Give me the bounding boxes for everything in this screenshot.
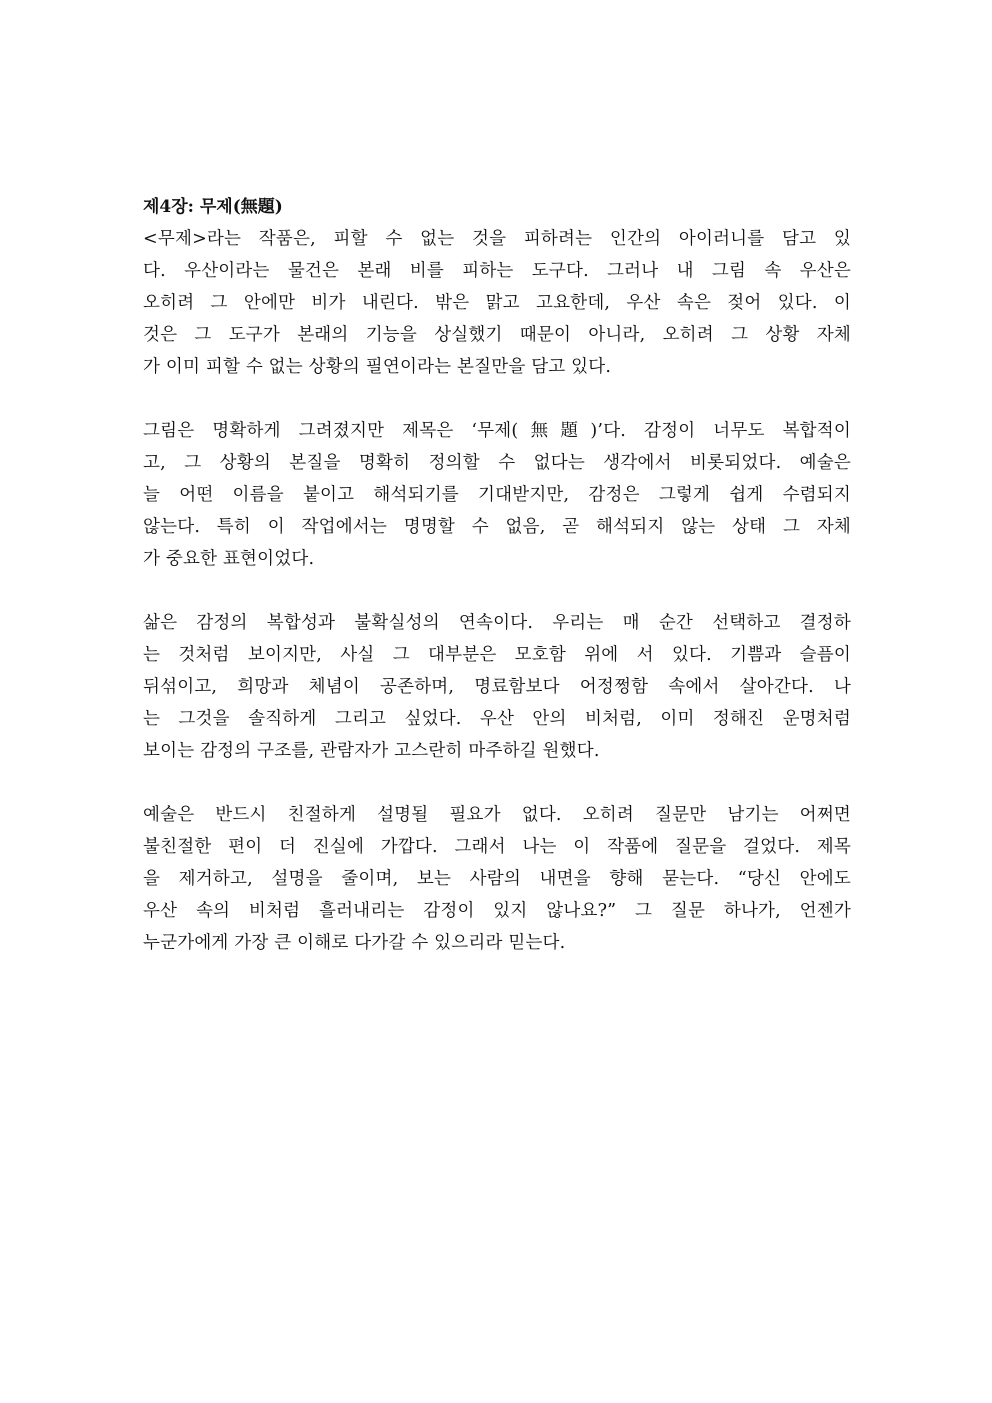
paragraph-line: 그림은 명확하게 그려졌지만 제목은 ‘무제(無題)’다. 감정이 너무도 복합적이 xyxy=(143,421,851,441)
paragraph-line: <무제>라는 작품은, 피할 수 없는 것을 피하려는 인간의 아이러니를 담고 있 xyxy=(143,229,851,249)
paragraph-1 xyxy=(143,223,851,383)
paragraph-line: 오히려 그 안에만 비가 내린다. 밖은 맑고 고요한데, 우산 속은 젖어 있다. 이 xyxy=(143,293,851,313)
paragraph-line: 는 것처럼 보이지만, 사실 그 대부분은 모호함 위에 서 있다. 기쁨과 슬픔이 xyxy=(143,645,851,665)
paragraph-line: 누군가에게 가장 큰 이해로 다가갈 수 있으리라 믿는다. xyxy=(143,933,566,953)
paragraph-line: 우산 속의 비처럼 흘러내리는 감정이 있지 않나요?” 그 질문 하나가, 언젠가 xyxy=(143,901,851,921)
paragraph-line: 불친절한 편이 더 진실에 가깝다. 그래서 나는 이 작품에 질문을 걸었다. 제목 xyxy=(143,837,851,857)
paragraph-3 xyxy=(143,607,851,767)
paragraph-line: 늘 어떤 이름을 붙이고 해석되기를 기대받지만, 감정은 그렇게 쉽게 수렴되지 xyxy=(143,485,851,505)
paragraph-line: 가 중요한 표현이었다. xyxy=(143,549,315,569)
paragraph-line: 다. 우산이라는 물건은 본래 비를 피하는 도구다. 그러나 내 그림 속 우산은 xyxy=(143,261,851,281)
paragraph-line: 삶은 감정의 복합성과 불확실성의 연속이다. 우리는 매 순간 선택하고 결정하 xyxy=(143,613,851,633)
paragraph-line: 예술은 반드시 친절하게 설명될 필요가 없다. 오히려 질문만 남기는 어쩌면 xyxy=(143,805,851,825)
paragraph-4 xyxy=(143,799,851,959)
chapter-title: 제4장: 무제(無題) xyxy=(143,197,283,217)
paragraph-2 xyxy=(143,415,851,575)
paragraph-line: 고, 그 상황의 본질을 명확히 정의할 수 없다는 생각에서 비롯되었다. 예술은 xyxy=(143,453,851,473)
paragraph-line: 가 이미 피할 수 없는 상황의 필연이라는 본질만을 담고 있다. xyxy=(143,357,612,377)
paragraph-line: 보이는 감정의 구조를, 관람자가 고스란히 마주하길 원했다. xyxy=(143,741,600,761)
paragraph-line: 는 그것을 솔직하게 그리고 싶었다. 우산 안의 비처럼, 이미 정해진 운명처럼 xyxy=(143,709,851,729)
paragraph-line: 을 제거하고, 설명을 줄이며, 보는 사람의 내면을 향해 묻는다. “당신 안에도 xyxy=(143,869,851,889)
paragraph-line: 않는다. 특히 이 작업에서는 명명할 수 없음, 곧 해석되지 않는 상태 그 자체 xyxy=(143,517,851,537)
paragraph-line: 뒤섞이고, 희망과 체념이 공존하며, 명료함보다 어정쩡함 속에서 살아간다. 나 xyxy=(143,677,851,697)
document-page xyxy=(143,196,851,991)
paragraph-line: 것은 그 도구가 본래의 기능을 상실했기 때문이 아니라, 오히려 그 상황 자체 xyxy=(143,325,851,345)
